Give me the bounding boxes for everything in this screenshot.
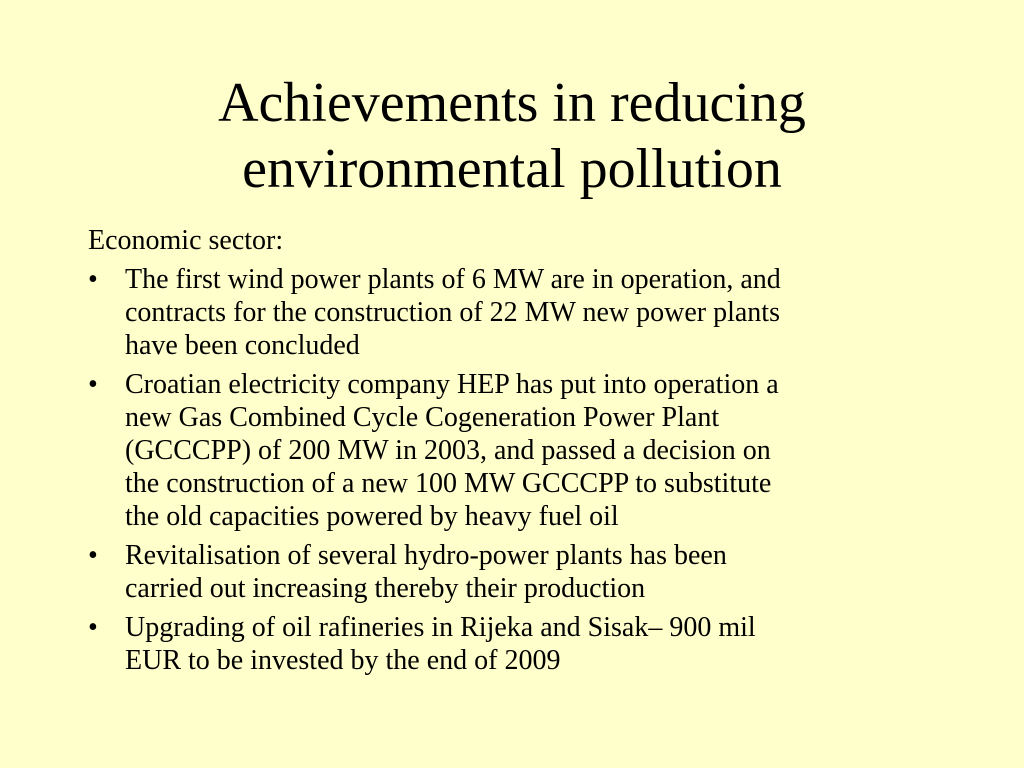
bullet-icon: • (88, 540, 98, 571)
bullet-text-line: (GCCCPP) of 200 MW in 2003, and passed a decision on (125, 435, 771, 466)
bullet-text-line: new Gas Combined Cycle Cogeneration Power Plant (125, 402, 720, 433)
bullet-item (88, 539, 948, 605)
bullet-text-line: Croatian electricity company HEP has put into operation a (125, 369, 779, 400)
bullet-text-line: the old capacities powered by heavy fuel oil (125, 501, 619, 532)
bullet-text-line: EUR to be invested by the end of 2009 (125, 645, 561, 676)
slide-title (60, 70, 964, 202)
section-heading: Economic sector: (88, 225, 284, 256)
slide-title-line: environmental pollution (242, 138, 782, 200)
bullet-list (88, 263, 948, 677)
slide-title-line: Achievements in reducing (218, 72, 806, 134)
bullet-icon: • (88, 612, 98, 643)
bullet-text-line: contracts for the construction of 22 MW new power plants (125, 297, 780, 328)
bullet-icon: • (88, 369, 98, 400)
bullet-text-line: Upgrading of oil rafineries in Rijeka and Sisak– 900 mil (125, 612, 756, 643)
bullet-text-line: The first wind power plants of 6 MW are in operation, and (125, 264, 781, 295)
slide-body (88, 224, 948, 683)
bullet-text-line: have been concluded (125, 330, 360, 361)
bullet-text-line: carried out increasing thereby their production (125, 573, 646, 604)
bullet-text-line: the construction of a new 100 MW GCCCPP to substitute (125, 468, 772, 499)
bullet-icon: • (88, 264, 98, 295)
bullet-item (88, 368, 948, 533)
bullet-text-line: Revitalisation of several hydro-power plants has been (125, 540, 727, 571)
bullet-item (88, 263, 948, 362)
bullet-item (88, 611, 948, 677)
